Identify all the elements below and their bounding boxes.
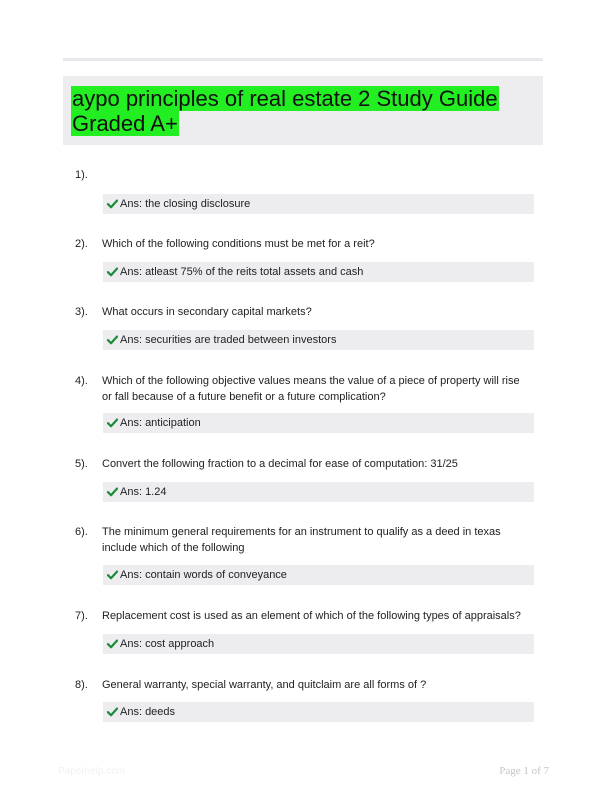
question-text: Which of the following conditions must be met for a reit? <box>102 238 375 250</box>
question-number: 5). <box>75 458 88 470</box>
question-text: Replacement cost is used as an element of which of the following types of appraisals? <box>102 610 521 622</box>
check-icon <box>107 335 118 345</box>
answer-text: Ans: cost approach <box>120 638 215 650</box>
question-number: 2). <box>75 238 88 250</box>
question-number: 7). <box>75 610 88 622</box>
top-divider <box>63 58 543 61</box>
check-icon <box>107 267 118 277</box>
answer-text: Ans: the closing disclosure <box>120 198 251 210</box>
check-icon <box>107 199 118 209</box>
question-text: General warranty, special warranty, and quitclaim are all forms of ? <box>102 679 427 691</box>
document-title <box>71 86 531 136</box>
document-title-highlight: aypo principles of real estate 2 Study Guide Graded A+ <box>72 86 498 136</box>
question-number: 6). <box>75 526 88 538</box>
check-icon <box>107 487 118 497</box>
answer-box <box>103 194 534 214</box>
answer-box <box>103 565 534 585</box>
answer-text: Ans: 1.24 <box>120 486 167 498</box>
page-indicator: Page 1 of 7 <box>499 765 549 777</box>
answer-text: Ans: atleast 75% of the reits total assets and cash <box>120 266 364 278</box>
answer-box <box>103 413 534 433</box>
answer-text: Ans: contain words of conveyance <box>120 569 287 581</box>
answer-box <box>103 262 534 282</box>
question-text: The minimum general requirements for an instrument to qualify as a deed in texas include which of the following <box>102 526 501 554</box>
answer-box <box>103 482 534 502</box>
question-text: Convert the following fraction to a decimal for ease of computation: 31/25 <box>102 458 458 470</box>
answer-box <box>103 330 534 350</box>
answer-text: Ans: deeds <box>120 706 176 718</box>
answer-text: Ans: securities are traded between investors <box>120 334 337 346</box>
check-icon <box>107 707 118 717</box>
check-icon <box>107 418 118 428</box>
question-number: 3). <box>75 306 88 318</box>
question-text: What occurs in secondary capital markets? <box>102 306 312 318</box>
check-icon <box>107 570 118 580</box>
check-icon <box>107 639 118 649</box>
answer-text: Ans: anticipation <box>120 417 201 429</box>
question-number: 8). <box>75 679 88 691</box>
question-number: 4). <box>75 375 88 387</box>
answer-box <box>103 702 534 722</box>
title-banner <box>63 76 543 145</box>
footer-watermark: Paperhelp.com <box>58 766 126 777</box>
question-number: 1). <box>75 169 88 181</box>
answer-box <box>103 634 534 654</box>
question-text: Which of the following objective values means the value of a piece of property will rise or fall because of a future benefit or a future complication? <box>102 375 520 403</box>
